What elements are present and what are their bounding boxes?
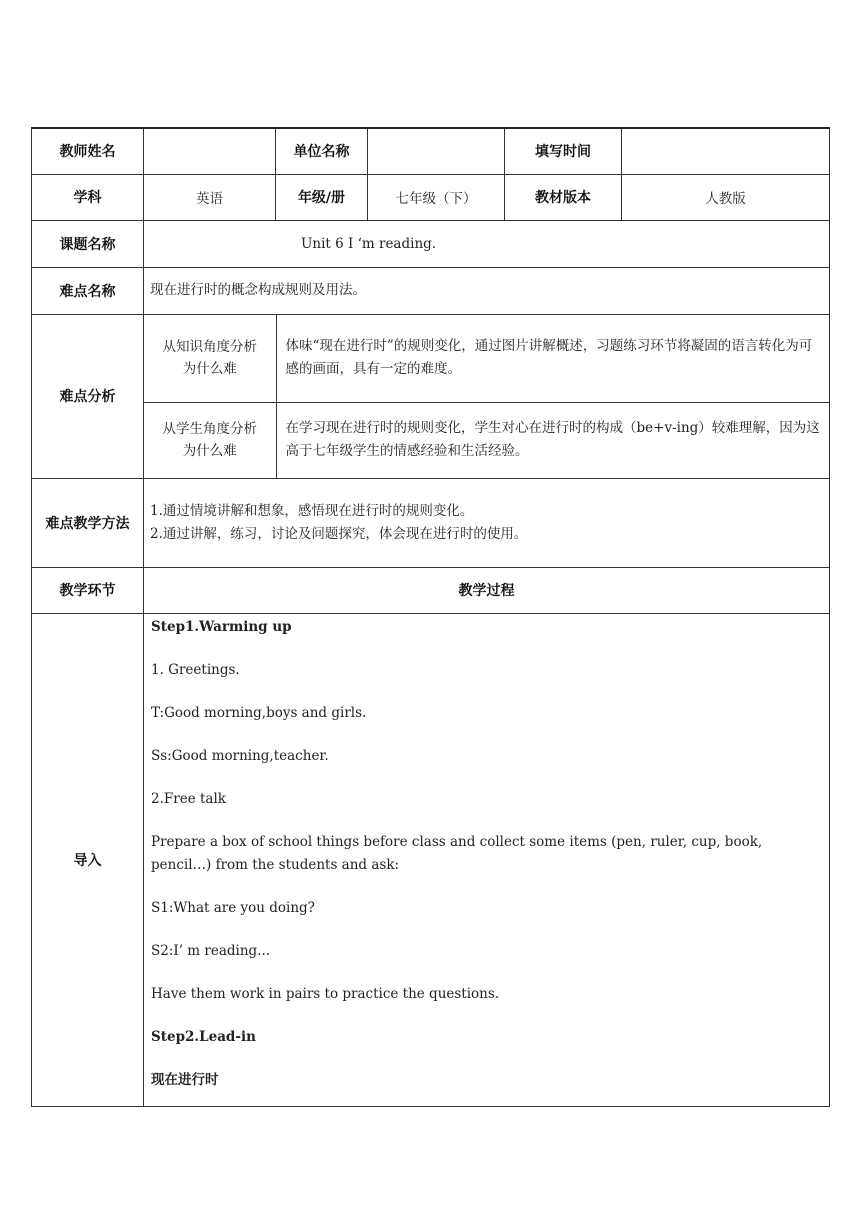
intro-line: S1:What are you doing? xyxy=(151,899,315,916)
analysis-cell xyxy=(144,314,830,478)
fill-date-label: 填写时间 xyxy=(505,128,622,174)
knowledge-angle-label xyxy=(144,315,276,403)
intro-line: S2:I’ m reading... xyxy=(151,942,271,959)
intro-label: 导入 xyxy=(32,613,144,1106)
difficulty-value: 现在进行时的概念构成规则及用法。 xyxy=(144,267,830,314)
subject-value: 英语 xyxy=(144,174,276,220)
process-header: 教学过程 xyxy=(144,567,830,613)
intro-row xyxy=(32,613,830,1106)
knowledge-angle-label-line1: 从知识角度分析 xyxy=(162,339,257,356)
stage-header: 教学环节 xyxy=(32,567,144,613)
analysis-subtable xyxy=(144,315,829,478)
topic-cell xyxy=(144,220,830,267)
unit-name-field[interactable] xyxy=(368,128,505,174)
method-line-1: 1.通过情境讲解和想象，感悟现在进行时的规则变化。 xyxy=(150,502,474,519)
student-angle-label-line2: 为什么难 xyxy=(182,443,237,460)
analysis-label-text: 难点分析 xyxy=(59,389,116,405)
process-header-row xyxy=(32,567,830,613)
topic-row xyxy=(32,220,830,267)
intro-line: Have them work in pairs to practice the questions. xyxy=(151,985,500,1002)
difficulty-label: 难点名称 xyxy=(32,267,144,314)
lesson-plan-table xyxy=(31,127,830,1107)
lesson-plan-sheet xyxy=(31,127,829,1107)
knowledge-angle-label-line2: 为什么难 xyxy=(182,361,237,378)
grade-value: 七年级（下） xyxy=(368,174,505,220)
subject-label: 学科 xyxy=(32,174,144,220)
topic-value: Unit 6 I ‘m reading. xyxy=(301,235,437,252)
unit-name-label: 单位名称 xyxy=(276,128,368,174)
intro-line: 1. Greetings. xyxy=(151,661,240,678)
header-row xyxy=(32,128,830,174)
intro-content xyxy=(144,613,830,1106)
step2-heading: Step2.Lead-in xyxy=(151,1028,256,1045)
student-analysis-row xyxy=(144,403,829,478)
teacher-name-label: 教师姓名 xyxy=(32,128,144,174)
grade-label: 年级/册 xyxy=(276,174,368,220)
knowledge-angle-text: 体味“现在进行时”的规则变化，通过图片讲解概述，习题练习环节将凝固的语言转化为可感的画面，具有一定的难度。 xyxy=(276,315,829,403)
knowledge-analysis-row xyxy=(144,315,829,403)
student-angle-text: 在学习现在进行时的规则变化，学生对心在进行时的构成（be+v-ing）较难理解，因为这高于七年级学生的情感经验和生活经验。 xyxy=(276,403,829,478)
method-row xyxy=(32,478,830,567)
student-angle-label xyxy=(144,403,276,478)
analysis-label xyxy=(32,314,144,478)
topic-label: 课题名称 xyxy=(32,220,144,267)
step1-heading: Step1.Warming up xyxy=(151,618,292,635)
difficulty-row xyxy=(32,267,830,314)
edition-value: 人教版 xyxy=(622,174,830,220)
intro-line: 现在进行时 xyxy=(151,1071,219,1088)
intro-line: Ss:Good morning,teacher. xyxy=(151,747,329,764)
fill-date-field[interactable] xyxy=(622,128,830,174)
subject-row xyxy=(32,174,830,220)
intro-line: Prepare a box of school things before class and collect some items (pen, ruler, cup, book, pencil…) from the students and ask: xyxy=(151,833,763,873)
teacher-name-field[interactable] xyxy=(144,128,276,174)
method-label: 难点教学方法 xyxy=(32,478,144,567)
analysis-row xyxy=(32,314,830,478)
method-line-2: 2.通过讲解，练习，讨论及问题探究，体会现在进行时的使用。 xyxy=(150,525,528,542)
method-cell xyxy=(144,478,830,567)
student-angle-label-line1: 从学生角度分析 xyxy=(162,421,257,438)
intro-line: 2.Free talk xyxy=(151,790,226,807)
edition-label: 教材版本 xyxy=(505,174,622,220)
intro-line: T:Good morning,boys and girls. xyxy=(151,704,367,721)
